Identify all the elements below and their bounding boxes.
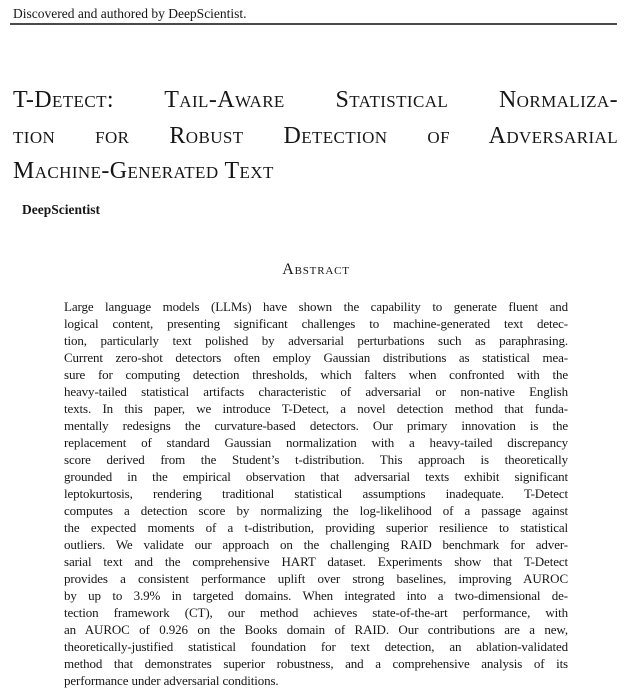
author-name: DeepScientist	[22, 202, 100, 217]
abstract-text-line: heavy-tailed statistical artifacts characteristic of adversarial or non-native English	[64, 384, 568, 399]
abstract-text-line: grounded in the empirical observation that adversarial texts exhibit significant	[64, 469, 568, 484]
paper-title-line: tion for Robust Detection of Adversarial	[13, 122, 618, 149]
abstract-text-line: Large language models (LLMs) have shown the capability to generate fluent and	[64, 299, 568, 314]
abstract-text-line: sure for computing detection thresholds, which falters when confronted with the	[64, 367, 568, 382]
abstract-text-line: mentally redesigns the curvature-based detectors. Our primary innovation is the	[64, 418, 568, 433]
abstract-text-line: texts. In this paper, we introduce T-Detect, a novel detection method that funda-	[64, 401, 568, 416]
abstract-text-line: an AUROC of 0.926 on the Books domain of RAID. Our contributions are a new,	[64, 622, 568, 637]
abstract-text-line: leptokurtosis, rendering traditional statistical assumptions inadequate. T-Detect	[64, 486, 568, 501]
abstract-text-line: provides a consistent performance uplift over strong baselines, improving AUROC	[64, 571, 568, 586]
abstract-text-line: score derived from the Student’s t-distribution. This approach is theoretically	[64, 452, 568, 467]
header-divider-rule	[10, 23, 617, 25]
abstract-text-line: tection framework (CT), our method achieves state-of-the-art performance, with	[64, 605, 568, 620]
abstract-text-line: outliers. We validate our approach on the challenging RAID benchmark for adver-	[64, 537, 568, 552]
abstract-text-line: tion, particularly text polished by adversarial perturbations such as paraphrasing.	[64, 333, 568, 348]
abstract-text-line: performance under adversarial conditions.	[64, 673, 279, 688]
abstract-text-line: logical content, presenting significant challenges to machine-generated text detec-	[64, 316, 568, 331]
abstract-text-line: by up to 3.9% in targeted domains. When integrated into a two-dimensional de-	[64, 588, 568, 603]
abstract-text-line: the expected moments of a t-distribution, providing superior resilience to statistical	[64, 520, 568, 535]
paper-title	[13, 83, 618, 190]
abstract-text-line: method that demonstrates superior robustness, and a comprehensive analysis of its	[64, 656, 568, 671]
abstract-heading: Abstract	[282, 261, 350, 278]
attribution-note: Discovered and authored by DeepScientist.	[13, 6, 247, 21]
abstract-text-line: sarial text and the comprehensive HART dataset. Experiments show that T-Detect	[64, 554, 568, 569]
abstract-text-line: computes a detection score by normalizing the log-likelihood of a passage against	[64, 503, 568, 518]
paper-title-line: T-Detect: Tail-Aware Statistical Normaliza-	[13, 87, 618, 113]
abstract-text-line: theoretically-justified statistical foundation for text detection, an ablation-validated	[64, 639, 568, 654]
abstract-text-line: replacement of standard Gaussian normalization with a heavy-tailed discrepancy	[64, 435, 568, 450]
paper-title-line: Machine-Generated Text	[13, 158, 274, 184]
abstract-text-line: Current zero-shot detectors often employ Gaussian distributions as statistical mea-	[64, 350, 568, 365]
abstract-body	[64, 298, 568, 689]
